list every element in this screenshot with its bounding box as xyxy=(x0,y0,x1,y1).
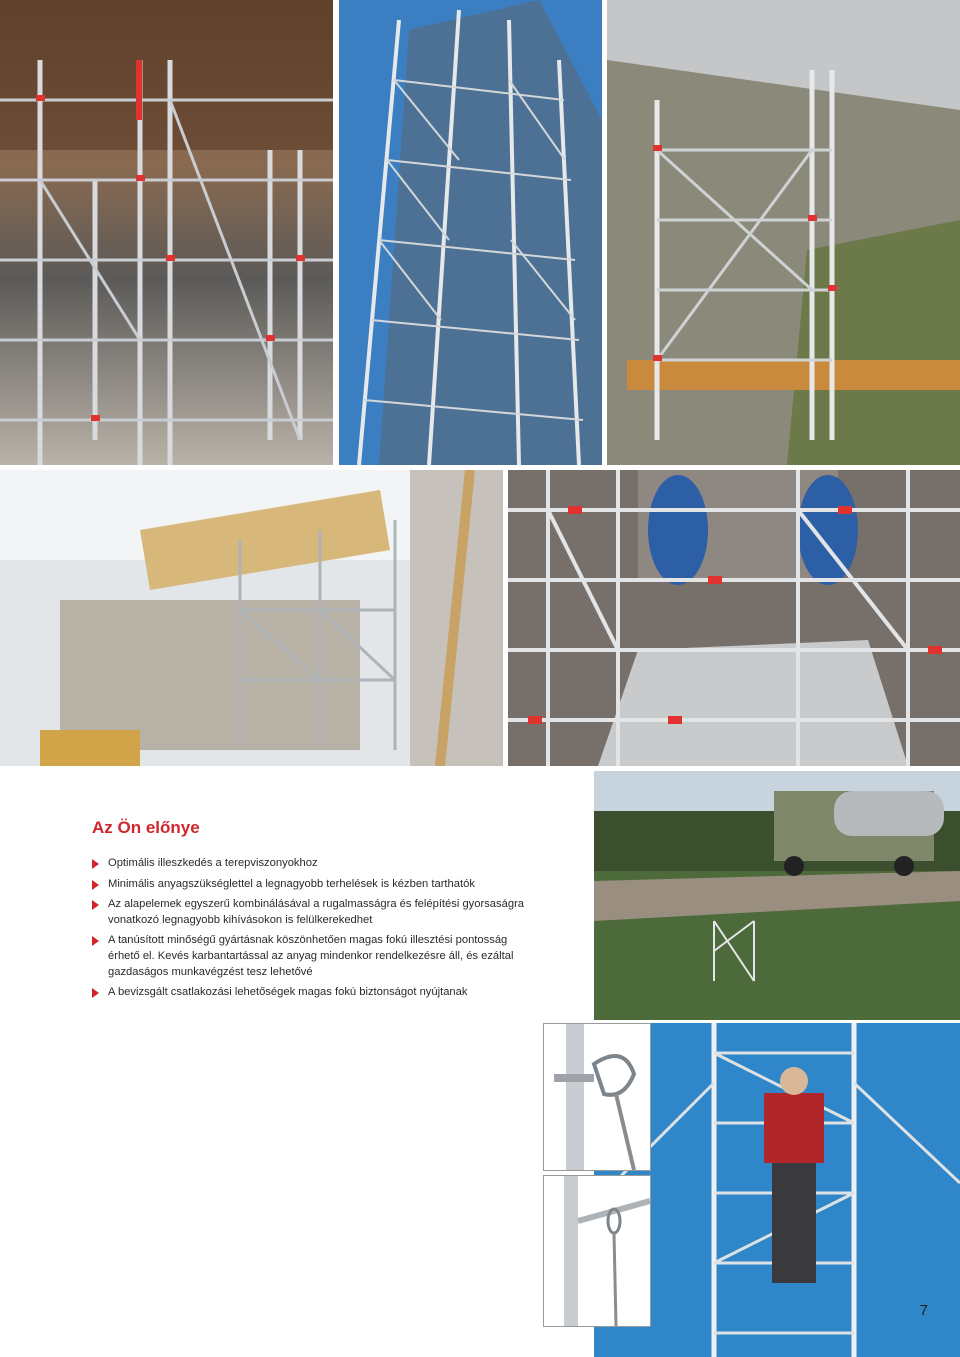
benefits-section xyxy=(92,818,542,1006)
triangle-bullet-icon xyxy=(92,988,99,998)
list-item-text: Minimális anyagszükséglettel a legnagyobb terhelések is kézben tarthatók xyxy=(108,877,475,890)
list-item-text: Optimális illeszkedés a terepviszonyokhoz xyxy=(108,857,318,869)
photo-stair-tower-closeup xyxy=(508,470,960,766)
triangle-bullet-icon xyxy=(92,936,99,946)
triangle-bullet-icon xyxy=(92,880,99,890)
list-item xyxy=(92,897,542,928)
photo-bridge-shoring xyxy=(607,0,960,465)
list-item xyxy=(92,933,542,980)
benefits-title: Az Ön előnye xyxy=(92,818,200,837)
list-item-text: A tanúsított minőségű gyártásnak köszönhetően magas fokú illesztési pontosság érhető el. Kevés karbantartással az anyag mindenkor rendelkezésre áll, és ezáltal gazdaságos munkavégzést tesz lehetővé xyxy=(108,934,514,978)
list-item xyxy=(92,877,542,893)
inset-lanyard-detail xyxy=(543,1175,651,1327)
page-number: 7 xyxy=(919,1302,928,1319)
list-item xyxy=(92,985,542,1001)
benefits-list xyxy=(92,856,542,1001)
photo-shoring-interior xyxy=(0,0,333,465)
triangle-bullet-icon xyxy=(92,859,99,869)
list-item xyxy=(92,856,542,872)
list-item-text: Az alapelemek egyszerű kombinálásával a rugalmasságra és felépítési gyorsaságra vonatkozó legnagyobb kihívásokon is felülkerekedhet xyxy=(108,898,525,926)
triangle-bullet-icon xyxy=(92,900,99,910)
inset-connector-detail xyxy=(543,1023,651,1171)
photo-tower-sky xyxy=(339,0,602,465)
photo-building-scaffold xyxy=(0,470,503,766)
list-item-text: A bevizsgált csatlakozási lehetőségek magas fokú biztonságot nyújtanak xyxy=(108,986,468,999)
photo-truck-bridge xyxy=(594,771,960,1020)
